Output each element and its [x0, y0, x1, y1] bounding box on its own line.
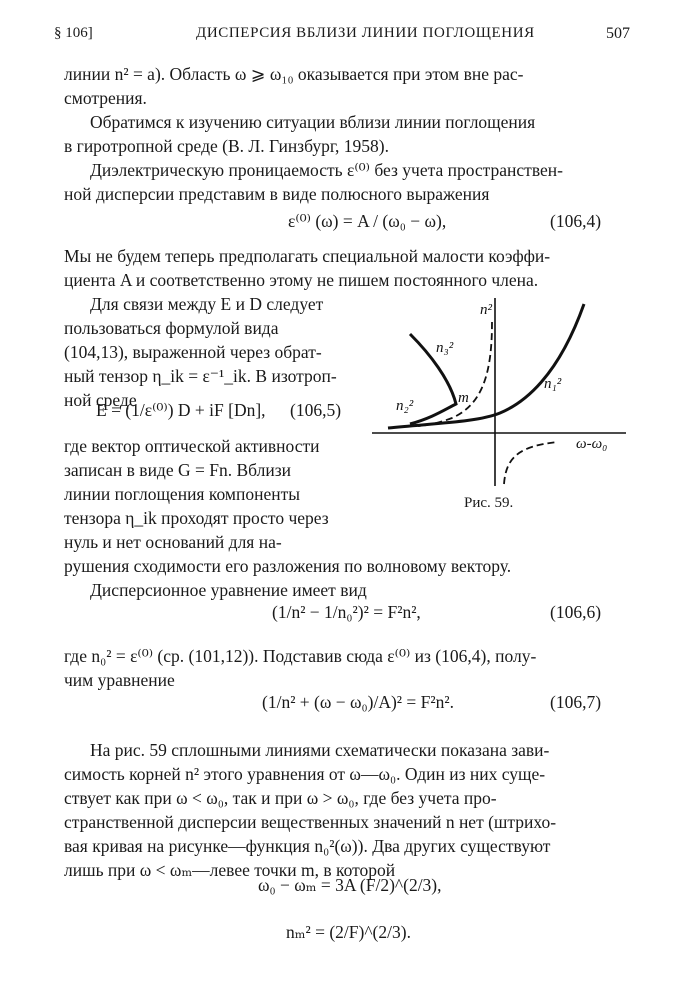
running-title: ДИСПЕРСИЯ ВБЛИЗИ ЛИНИИ ПОГЛОЩЕНИЯ: [196, 25, 535, 41]
equation-number: (106,4): [550, 211, 602, 231]
equation: nₘ² = (2/F)^(2/3).: [286, 922, 411, 942]
text-line: тензора η_ik проходят просто через: [64, 508, 329, 528]
text-line: ный тензор η_ik = ε⁻¹_ik. В изотроп-: [64, 366, 337, 386]
text-line: симость корней n² этого уравнения от ω—ω₀. Один из них суще-: [64, 764, 546, 784]
text-line: линии n² = a). Область ω ⩾ ω₁₀ оказывается при этом вне рас-: [64, 64, 524, 84]
text-line: пользоваться формулой вида: [64, 318, 279, 338]
text-line: (104,13), выраженной через обрат-: [64, 342, 322, 362]
text-line: смотрения.: [64, 88, 147, 108]
text-line: линии поглощения компоненты: [64, 484, 300, 504]
text-line: ной среде: [64, 390, 137, 410]
figure-caption: Рис. 59.: [464, 495, 514, 511]
equation-number: (106,7): [550, 692, 602, 712]
section-marker: § 106]: [54, 25, 93, 41]
text-line: нуль и нет оснований для на-: [64, 532, 282, 552]
text-line: На рис. 59 сплошными линиями схематически показана зави-: [90, 740, 550, 760]
label-n1: n₁²: [544, 376, 562, 392]
text-line: Обратимся к изучению ситуации вблизи линии поглощения: [90, 112, 536, 132]
label-n2: n₂²: [396, 398, 414, 414]
equation: (1/n² + (ω − ω₀)/A)² = F²n².: [262, 692, 455, 712]
text-line: странственной дисперсии вещественных значений n нет (штрихо-: [64, 812, 557, 832]
curve-n0-upper: [418, 322, 492, 426]
text-line: записан в виде G = Fn. Вблизи: [64, 460, 291, 480]
label-y-axis: n²: [480, 302, 492, 318]
equation: E = (1/ε⁽⁰⁾) D + iF [Dn],: [96, 400, 266, 420]
curve-n1: [388, 304, 584, 428]
equation: (1/n² − 1/n₀²)² = F²n²,: [272, 602, 421, 622]
equation: ω₀ − ωₘ = 3A (F/2)^(2/3),: [258, 875, 442, 895]
text-line: Дисперсионное уравнение имеет вид: [90, 580, 367, 600]
label-n3: n₃²: [436, 340, 454, 356]
text-line: чим уравнение: [64, 670, 175, 690]
text-line: вая кривая на рисунке—функция n₀²(ω)). Два других существуют: [64, 836, 551, 856]
equation-number: (106,5): [290, 400, 342, 420]
text-line: в гиротропной среде (В. Л. Гинзбург, 1958).: [64, 136, 389, 156]
equation: ε⁽⁰⁾ (ω) = A / (ω₀ − ω),: [288, 211, 447, 231]
curve-n0-lower: [504, 442, 558, 484]
label-x-axis: ω-ω₀: [576, 436, 608, 452]
label-m: m: [458, 390, 469, 406]
text-line: ствует как при ω < ω₀, так и при ω > ω₀, где без учета про-: [64, 788, 497, 808]
text-line: Мы не будем теперь предполагать специальной малости коэффи-: [64, 246, 551, 266]
equation-number: (106,6): [550, 602, 602, 622]
text-line: рушения сходимости его разложения по волновому вектору.: [64, 556, 512, 576]
figure-59: [368, 292, 632, 488]
text-line: где вектор оптической активности: [64, 436, 320, 456]
text-line: Диэлектрическую проницаемость ε⁽⁰⁾ без учета пространствен-: [90, 160, 563, 180]
page-number: 507: [606, 25, 630, 42]
text-line: циента A и соответственно этому не пишем постоянного члена.: [64, 270, 539, 290]
text-line: где n₀² = ε⁽⁰⁾ (ср. (101,12)). Подставив сюда ε⁽⁰⁾ из (106,4), полу-: [64, 646, 537, 666]
text-line: Для связи между E и D следует: [90, 294, 324, 314]
text-line: лишь при ω < ωₘ—левее точки m, в которой: [64, 860, 396, 880]
text-line: ной дисперсии представим в виде полюсного выражения: [64, 184, 490, 204]
